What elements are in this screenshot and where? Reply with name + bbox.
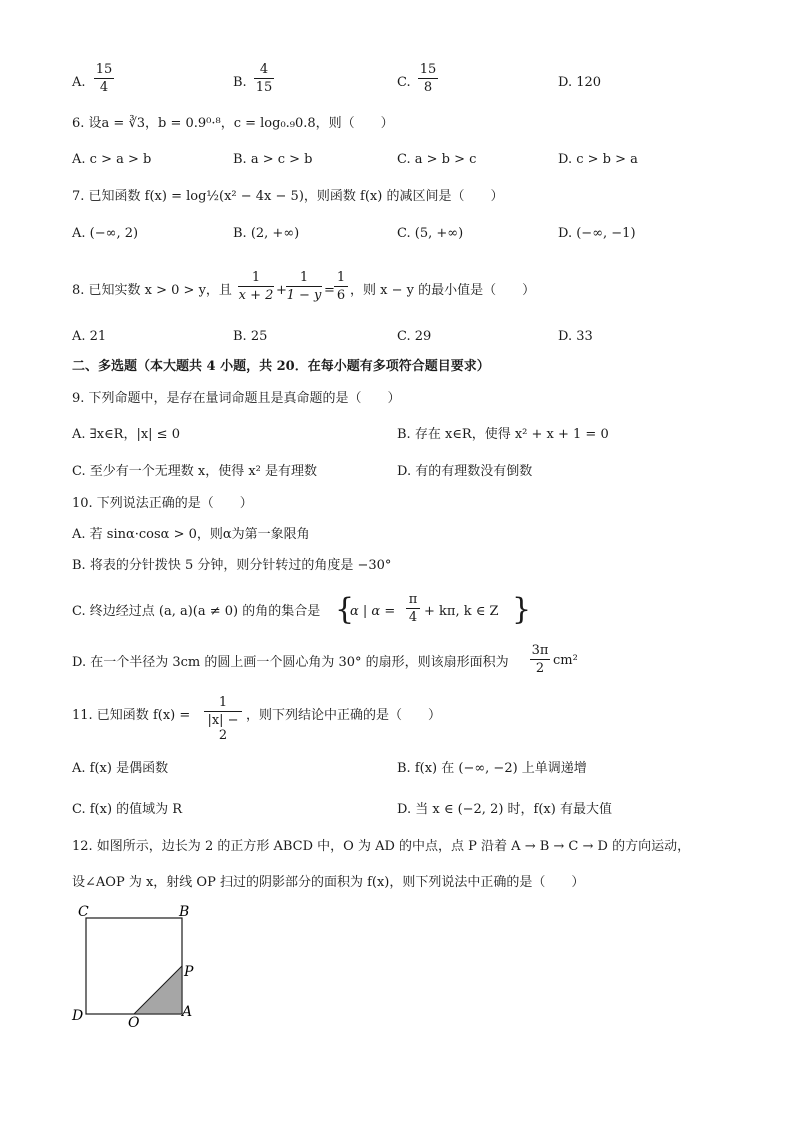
q11-option-b: B. f(x) 在 (−∞, −2) 上单调递增 [397, 761, 587, 776]
q8-f3-numerator: 1 [336, 270, 346, 285]
q5-option-d: D. 120 [558, 75, 602, 90]
q8-fraction-1 [238, 270, 274, 303]
q8-option-c: C. 29 [397, 329, 432, 344]
q10-option-a: A. 若 sinα·cosα > 0，则α为第一象限角 [72, 527, 310, 542]
q10-c-fraction [406, 592, 420, 625]
q10-stem: 10. 下列说法正确的是（ ） [72, 496, 253, 511]
section-2-heading: 二、多选题（本大题共 4 小题，共 20．在每小题有多项符合题目要求） [72, 359, 490, 374]
q6-stem: 6. 设a = ∛3，b = 0.9⁰·⁸，c = log₀.₉0.8，则（ ） [72, 116, 394, 131]
q11-stem-end: ，则下列结论中正确的是（ ） [246, 708, 442, 723]
q8-option-b: B. 25 [233, 329, 268, 344]
q5-option-b-label: B. [233, 75, 247, 90]
label-c: C [78, 904, 89, 920]
label-d: D [72, 1008, 84, 1024]
q5-option-b-fraction [254, 62, 274, 95]
label-p: P [184, 964, 194, 980]
q10-option-b: B. 将表的分针拨快 5 分钟，则分针转过的角度是 −30° [72, 558, 392, 573]
q12-line-2: 设∠AOP 为 x，射线 OP 扫过的阴影部分的面积为 f(x)，则下列说法中正确的是（ ） [72, 875, 585, 890]
label-b: B [179, 904, 190, 920]
q5-option-a-label: A. [72, 75, 86, 90]
q7-option-c: C. (5, +∞) [397, 226, 464, 241]
q11-stem-start: 11. 已知函数 f(x) = [72, 708, 191, 723]
q10-d-frac-num: 3π [531, 643, 549, 658]
q8-stem-start: 8. 已知实数 x > 0 > y，且 [72, 283, 232, 298]
q7-option-d: D. (−∞, −1) [558, 226, 636, 241]
q7-option-b: B. (2, +∞) [233, 226, 300, 241]
label-o: O [128, 1015, 140, 1030]
q12-figure [66, 900, 206, 1030]
q6-option-d: D. c > b > a [558, 152, 638, 167]
q10-c-set-left: α | α = [350, 604, 396, 619]
q8-f2-numerator: 1 [299, 270, 309, 285]
q10-d-fraction [530, 643, 550, 676]
label-a: A [182, 1004, 193, 1020]
q7-stem: 7. 已知函数 f(x) = log½(x² − 4x − 5)，则函数 f(x) 的减区间是（ ） [72, 189, 504, 204]
q8-f1-numerator: 1 [251, 270, 261, 285]
q5-option-c-label: C. [397, 75, 411, 90]
q10-option-d-text: D. 在一个半径为 3cm 的圆上画一个圆心角为 30° 的扇形，则该扇形面积为 [72, 655, 509, 670]
q11-option-d: D. 当 x ∈ (−2, 2) 时，f(x) 有最大值 [397, 802, 612, 817]
q9-option-c: C. 至少有一个无理数 x，使得 x² 是有理数 [72, 464, 318, 479]
q10-d-unit: cm² [553, 653, 578, 668]
q10-option-c-text: C. 终边经过点 (a, a)(a ≠ 0) 的角的集合是 [72, 604, 321, 619]
q6-option-c: C. a > b > c [397, 152, 477, 167]
q11-f-denominator: |x| − 2 [207, 713, 239, 743]
q9-option-a: A. ∃x∈R，|x| ≤ 0 [72, 427, 180, 442]
q5-a-numerator: 15 [95, 62, 113, 77]
q12-line-1: 12. 如图所示，边长为 2 的正方形 ABCD 中，O 为 AD 的中点，点 P 沿着 A → B → C → D 的方向运动， [72, 839, 691, 854]
q10-c-brace-right: } [512, 592, 532, 627]
q5-c-numerator: 15 [419, 62, 437, 77]
q8-option-a: A. 21 [72, 329, 107, 344]
q11-f-numerator: 1 [218, 695, 228, 710]
q11-option-a: A. f(x) 是偶函数 [72, 761, 169, 776]
q6-option-a: A. c > a > b [72, 152, 152, 167]
q8-fraction-2 [286, 270, 322, 303]
q10-c-frac-den: 4 [408, 610, 418, 625]
q8-f1-denominator: x + 2 [238, 288, 274, 303]
q8-option-d: D. 33 [558, 329, 593, 344]
q8-equals: = [324, 283, 335, 298]
q9-option-d: D. 有的有理数没有倒数 [397, 464, 533, 479]
q11-option-c: C. f(x) 的值域为 R [72, 802, 183, 817]
q5-option-a-fraction [94, 62, 114, 95]
q9-stem: 9. 下列命题中，是存在量词命题且是真命题的是（ ） [72, 391, 401, 406]
q7-option-a: A. (−∞, 2) [72, 226, 139, 241]
q11-fraction [204, 695, 242, 743]
q8-plus: + [276, 283, 287, 298]
q6-option-b: B. a > c > b [233, 152, 313, 167]
q10-d-frac-den: 2 [535, 661, 545, 676]
q10-c-frac-num: π [408, 592, 418, 607]
q8-fraction-3 [334, 270, 348, 303]
q10-c-set-right: + kπ, k ∈ Z [424, 604, 499, 619]
q5-b-numerator: 4 [259, 62, 269, 77]
q5-b-denominator: 15 [255, 80, 273, 95]
q8-f3-denominator: 6 [336, 288, 346, 303]
q8-f2-denominator: 1 − y [286, 288, 322, 303]
q5-c-denominator: 8 [423, 80, 433, 95]
q10-c-brace-left: { [335, 592, 355, 627]
shaded-region [134, 966, 182, 1014]
q5-option-c-fraction [418, 62, 438, 95]
q8-stem-end: ，则 x − y 的最小值是（ ） [350, 283, 536, 298]
q5-a-denominator: 4 [99, 80, 109, 95]
q9-option-b: B. 存在 x∈R，使得 x² + x + 1 = 0 [397, 427, 609, 442]
